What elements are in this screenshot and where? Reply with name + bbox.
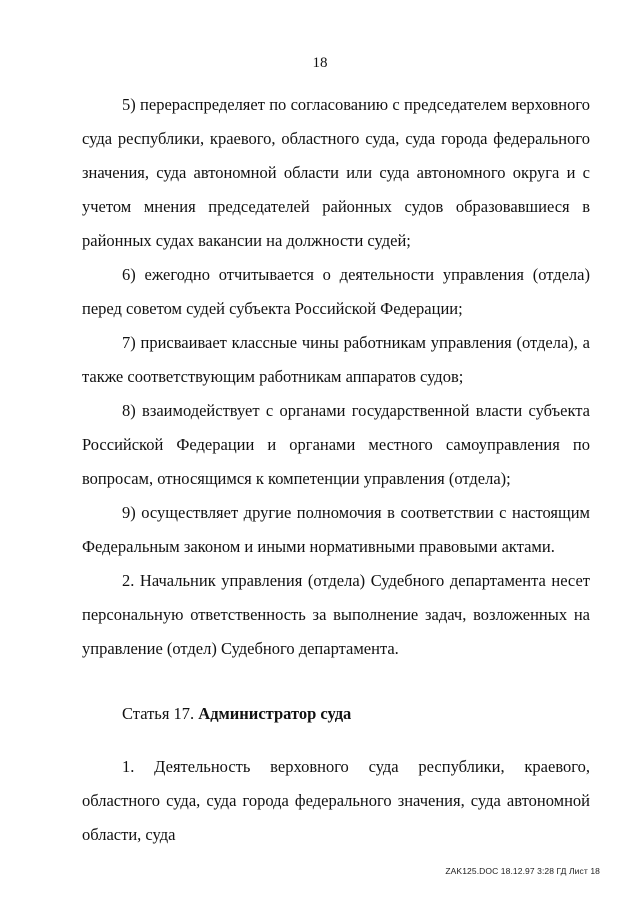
body-text xyxy=(82,88,590,666)
paragraph-clause-2: 2. Начальник управления (отдела) Судебного департамента несет персональную ответственность за выполнение задач, возложенных на управление (отдел) Судебного департамента. xyxy=(82,571,590,658)
paragraph-item-6: 6) ежегодно отчитывается о деятельности управления (отдела) перед советом судей субъекта Российской Федерации; xyxy=(82,265,590,318)
article-body xyxy=(82,750,590,852)
paragraph-item-5: 5) перераспределяет по согласованию с председателем верховного суда республики, краевого, областного суда, суда города федерального значения, суда автономной области или суда автономного округа и с учетом мнения председателей районных судов образовавшиеся в районных судах вакансии на должности судей; xyxy=(82,95,590,250)
document-footer: ZAK125.DOC 18.12.97 3:28 ГД Лист 18 xyxy=(445,866,600,876)
page-number: 18 xyxy=(312,55,328,71)
article-title: Администратор суда xyxy=(198,704,352,723)
article-clause-1: 1. Деятельность верховного суда республики, краевого, областного суда, суда города федерального значения, суда автономной области, суда xyxy=(82,757,590,844)
paragraph-item-8: 8) взаимодействует с органами государственной власти субъекта Российской Федерации и органами местного самоуправления по вопросам, относящимся к компетенции управления (отдела); xyxy=(82,401,590,488)
article-number: Статья 17. xyxy=(122,704,195,723)
article-heading xyxy=(122,697,351,731)
paragraph-item-9: 9) осуществляет другие полномочия в соответствии с настоящим Федеральным законом и иными нормативными правовыми актами. xyxy=(82,503,590,556)
paragraph-item-7: 7) присваивает классные чины работникам управления (отдела), а также соответствующим работникам аппаратов судов; xyxy=(82,333,590,386)
